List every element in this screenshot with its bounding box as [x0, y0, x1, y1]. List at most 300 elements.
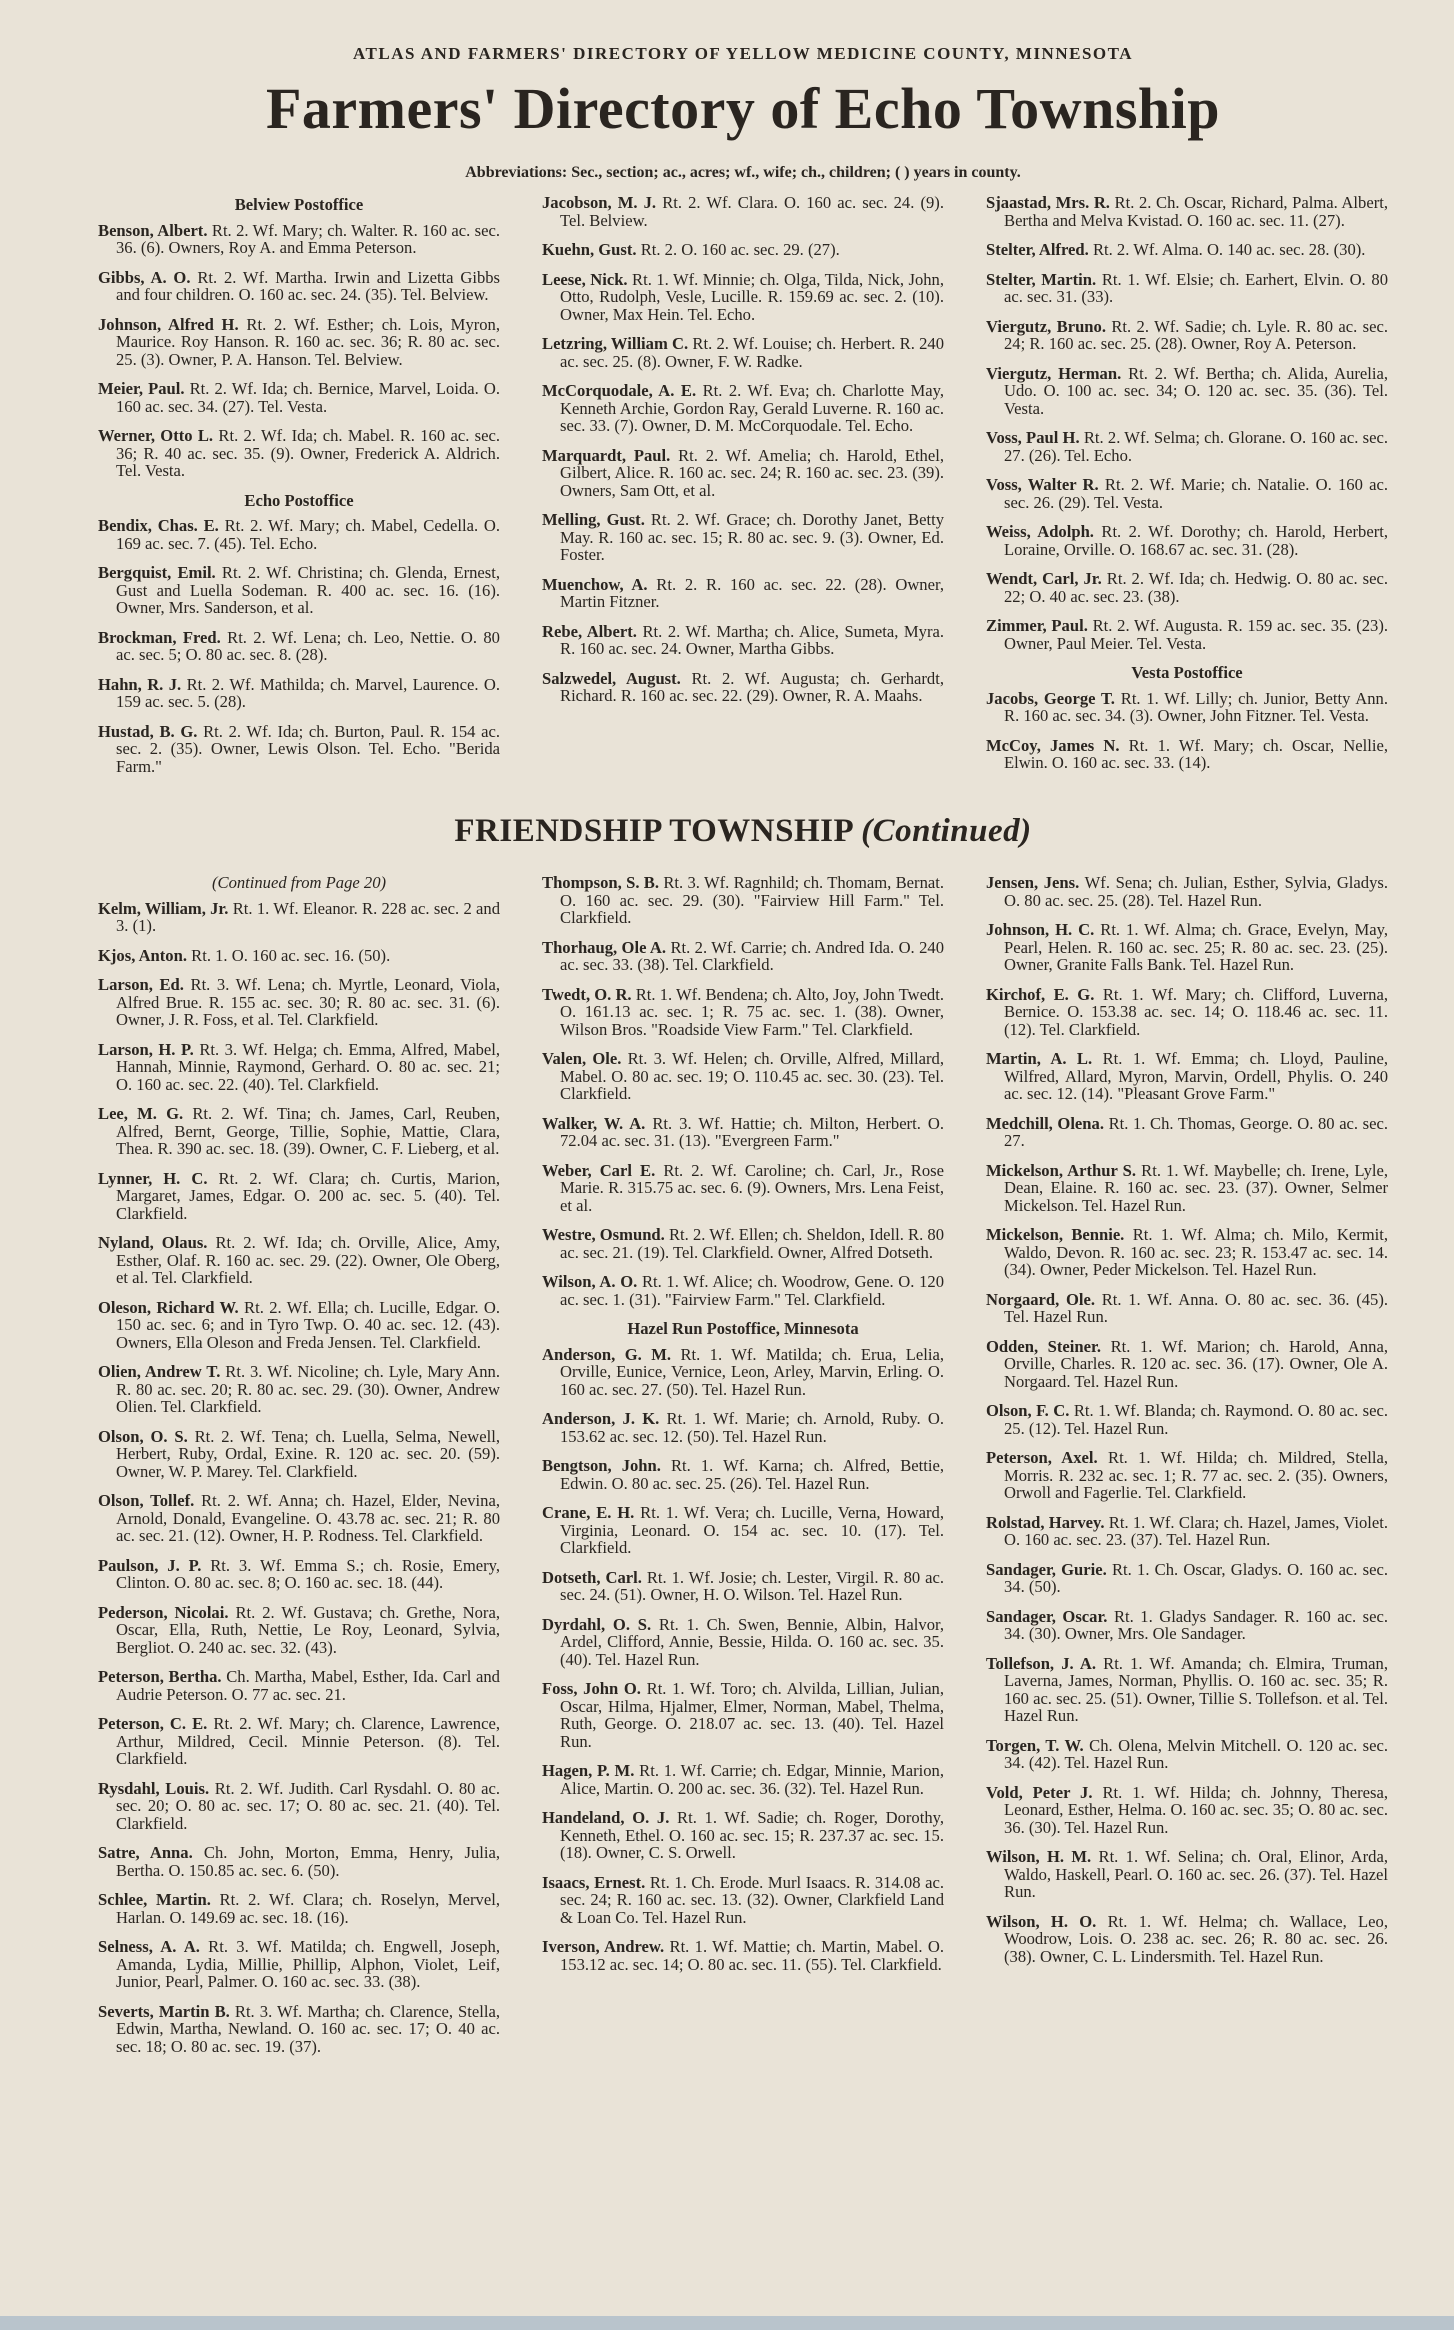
entry-name: Weiss, Adolph. — [986, 522, 1094, 541]
friendship-township-heading — [98, 813, 1388, 850]
entry-name: Odden, Steiner. — [986, 1336, 1101, 1356]
entry-details: Rt. 2. Wf. Alma. O. 140 ac. sec. 28. (30). — [1092, 240, 1366, 259]
friendship-column-1-list — [98, 900, 500, 2056]
entry-name: Westre, Osmund. — [542, 1225, 665, 1244]
friendship-column-1 — [98, 874, 500, 2067]
directory-entry — [98, 629, 500, 664]
entry-details: Rt. 2. Wf. Gustava; ch. Grethe, Nora, Oscar, Ella, Ruth, Nettie, Le Roy, Leonard, Sylvia, Bergliot. O. 240 ac. sec. 32. (43). — [116, 1602, 500, 1657]
entry-name: Johnson, H. C. — [986, 920, 1095, 939]
entry-name: Salzwedel, August. — [542, 668, 681, 688]
entry-name: Hustad, B. G. — [98, 721, 198, 741]
echo-postoffice-list — [98, 517, 500, 775]
entry-name: Gibbs, A. O. — [98, 267, 191, 287]
entry-details: Rt. 1. Wf. Marion; ch. Harold, Anna, Orville, Charles. R. 120 ac. sec. 36. (17). Owner, Ole A. Norgaard. Tel. Hazel Run. — [1004, 1336, 1388, 1391]
entry-details: Rt. 3. Wf. Helga; ch. Emma, Alfred, Mabel, Hannah, Minnie, Raymond, Gerhard. O. 80 ac. sec. 21; O. 160 ac. sec. 22. (40). Tel. Clarkfield. — [116, 1039, 500, 1094]
directory-entry — [542, 1273, 944, 1308]
entry-name: Weber, Carl E. — [542, 1160, 656, 1180]
directory-entry — [986, 1449, 1388, 1502]
entry-name: Rolstad, Harvey. — [986, 1512, 1105, 1532]
entry-name: Leese, Nick. — [542, 269, 628, 289]
entry-name: Peterson, Bertha. — [98, 1667, 222, 1686]
entry-name: Rysdahl, Louis. — [98, 1778, 210, 1798]
directory-entry — [98, 1557, 500, 1592]
directory-entry — [986, 1608, 1388, 1643]
entry-details: Rt. 1. Wf. Josie; ch. Lester, Virgil. R. 80 ac. sec. 24. (51). Owner, H. O. Wilson. Tel. Hazel Run. — [560, 1567, 944, 1604]
entry-name: Dyrdahl, O. S. — [542, 1614, 652, 1634]
directory-entry — [98, 1844, 500, 1879]
directory-entry — [98, 1299, 500, 1352]
entry-details: Rt. 2. Wf. Lena; ch. Leo, Nettie. O. 80 ac. sec. 5; O. 80 ac. sec. 8. (28). — [116, 627, 500, 664]
entry-details: Rt. 2. Wf. Martha. Irwin and Lizetta Gibbs and four children. O. 160 ac. sec. 24. (35). Tel. Belview. — [116, 267, 500, 304]
entry-details: Rt. 1. Wf. Alice; ch. Woodrow, Gene. O. 120 ac. sec. 1. (31). "Fairview Farm." Tel. Clarkfield. — [560, 1272, 945, 1309]
entry-details: Rt. 2. Wf. Clara; ch. Roselyn, Mervel, Harlan. O. 149.69 ac. sec. 18. (16). — [116, 1890, 500, 1927]
friendship-column-3 — [986, 874, 1388, 2067]
directory-entry — [542, 1346, 944, 1399]
echo-column-3 — [986, 194, 1388, 787]
entry-name: Stelter, Alfred. — [986, 240, 1089, 259]
directory-entry — [98, 269, 500, 304]
directory-entry — [986, 1402, 1388, 1437]
directory-entry — [542, 1809, 944, 1862]
entry-name: Foss, John O. — [542, 1679, 641, 1698]
echo-postoffice-heading: Echo Postoffice — [244, 490, 354, 510]
directory-entry — [986, 523, 1388, 558]
directory-entry — [986, 194, 1388, 229]
entry-name: Lynner, H. C. — [98, 1168, 208, 1188]
entry-name: Medchill, Olena. — [986, 1113, 1104, 1133]
entry-name: Hagen, P. M. — [542, 1761, 635, 1780]
directory-entry — [542, 623, 944, 658]
entry-details: Rt. 2. O. 160 ac. sec. 29. (27). — [640, 240, 840, 259]
entry-details: Rt. 1. Wf. Anna. O. 80 ac. sec. 36. (45). Tel. Hazel Run. — [1004, 1289, 1388, 1326]
entry-details: Rt. 1. Wf. Marie; ch. Arnold, Ruby. O. 153.62 ac. sec. 12. (50). Tel. Hazel Run. — [560, 1409, 944, 1446]
directory-entry — [98, 947, 500, 965]
entry-name: Wilson, H. M. — [986, 1847, 1092, 1866]
entry-details: Rt. 2. Wf. Dorothy; ch. Harold, Herbert, Loraine, Orville. O. 168.67 ac. sec. 31. (28). — [1004, 522, 1388, 559]
entry-name: Handeland, O. J. — [542, 1808, 670, 1827]
directory-entry — [542, 335, 944, 370]
entry-name: Martin, A. L. — [986, 1049, 1093, 1068]
directory-entry — [542, 874, 944, 927]
entry-details: Rt. 2. Wf. Augusta; ch. Gerhardt, Richard. R. 160 ac. sec. 22. (29). Owner, R. A. Maahs. — [560, 668, 944, 705]
entry-details: Rt. 2. Wf. Ida; ch. Hedwig. O. 80 ac. sec. 22; O. 40 ac. sec. 23. (38). — [1004, 569, 1388, 606]
directory-entry — [542, 939, 944, 974]
entry-details: Rt. 2. Wf. Anna; ch. Hazel, Elder, Nevina, Arnold, Donald, Evangeline. O. 43.78 ac. sec. 21; R. 80 ac. sec. 21. (12). Owner, H. P. Rodness. Tel. Clarkfield. — [116, 1491, 500, 1545]
entry-details: Ch. Olena, Melvin Mitchell. O. 120 ac. sec. 34. (42). Tel. Hazel Run. — [1004, 1735, 1388, 1772]
entry-details: Rt. 2. Wf. Mary; ch. Clarence, Lawrence, Arthur, Mildred, Cecil. Minnie Peterson. (8). Tel. Clarkfield. — [116, 1714, 500, 1768]
page-title: Farmers' Directory of Echo Township — [265, 76, 1221, 141]
entry-name: Jacobs, George T. — [986, 688, 1115, 708]
entry-details: Rt. 1. Ch. Oscar, Gladys. O. 160 ac. sec. 34. (50). — [1004, 1559, 1388, 1596]
abbreviations-text: Sec., section; ac., acres; wf., wife; ch., children; ( ) years in county. — [571, 164, 1021, 181]
directory-entry — [986, 690, 1388, 725]
entry-details: Rt. 2. Wf. Amelia; ch. Harold, Ethel, Gilbert, Alice. R. 160 ac. sec. 24; R. 160 ac. sec. 23. (39). Owners, Sam Ott, et al. — [560, 445, 944, 500]
friendship-title-main: FRIENDSHIP TOWNSHIP — [454, 813, 853, 849]
vesta-postoffice-heading: Vesta Postoffice — [1131, 663, 1243, 682]
entry-name: Thompson, S. B. — [542, 873, 660, 892]
entry-name: Wilson, H. O. — [986, 1911, 1097, 1931]
directory-entry — [542, 1457, 944, 1492]
continued-note: (Continued from Page 20) — [211, 873, 387, 892]
entry-details: Rt. 2. Wf. Caroline; ch. Carl, Jr., Rose Marie. R. 315.75 ac. sec. 6. (9). Owners, Mrs. Lena Feist, et al. — [560, 1160, 944, 1215]
directory-entry — [98, 2003, 500, 2056]
entry-details: Rt. 1. Ch. Swen, Bennie, Albin, Halvor, Ardel, Clifford, Annie, Bessie, Hilda. O. 160 ac. sec. 35. (40). Tel. Hazel Run. — [560, 1614, 944, 1669]
entry-name: Larson, H. P. — [98, 1039, 194, 1059]
entry-name: Valen, Ole. — [542, 1049, 622, 1068]
entry-details: Rt. 1. Wf. Carrie; ch. Edgar, Minnie, Marion, Alice, Martin. O. 200 ac. sec. 36. (32). Tel. Hazel Run. — [560, 1761, 944, 1798]
entry-name: Kirchof, E. G. — [986, 984, 1095, 1004]
entry-details: Rt. 3. Wf. Ragnhild; ch. Thomam, Bernat. O. 160 ac. sec. 29. (30). "Fairview Hill Farm." Tel. Clarkfield. — [560, 873, 944, 927]
friendship-columns — [98, 874, 1388, 2067]
directory-entry — [542, 670, 944, 705]
directory-entry — [542, 1226, 944, 1261]
entry-details: Rt. 1. Wf. Selina; ch. Oral, Elinor, Arda, Waldo, Haskell, Pearl. O. 160 ac. sec. 26. (37). Tel. Hazel Run. — [1004, 1847, 1388, 1901]
entry-details: Rt. 1. Wf. Karna; ch. Alfred, Bettie, Edwin. O. 80 ac. sec. 25. (26). Tel. Hazel Run. — [560, 1456, 944, 1493]
entry-name: Sjaastad, Mrs. R. — [986, 193, 1110, 212]
directory-entry — [986, 1226, 1388, 1279]
hazel-run-postoffice-heading: Hazel Run Postoffice, Minnesota — [627, 1319, 859, 1338]
entry-details: Rt. 1. Wf. Blanda; ch. Raymond. O. 80 ac. sec. 25. (12). Tel. Hazel Run. — [1004, 1401, 1388, 1438]
entry-name: Crane, E. H. — [542, 1503, 635, 1522]
entry-details: Rt. 2. Wf. Carrie; ch. Andred Ida. O. 240 ac. sec. 33. (38). Tel. Clarkfield. — [560, 937, 944, 974]
entry-details: Rt. 1. Wf. Mattie; ch. Martin, Mabel. O. 153.12 ac. sec. 14; O. 80 ac. sec. 11. (55). Tel. Clarkfield. — [560, 1937, 944, 1974]
entry-name: Sandager, Gurie. — [986, 1559, 1107, 1579]
directory-entry — [98, 1170, 500, 1223]
directory-entry — [542, 447, 944, 500]
directory-entry — [986, 921, 1388, 974]
entry-name: Zimmer, Paul. — [986, 616, 1088, 635]
directory-entry — [98, 1780, 500, 1833]
entry-name: Thorhaug, Ole A. — [542, 937, 667, 957]
entry-details: Rt. 1. O. 160 ac. sec. 16. (50). — [191, 945, 391, 965]
directory-entry — [986, 737, 1388, 772]
entry-details: Rt. 1. Wf. Maybelle; ch. Irene, Lyle, Dean, Elaine. R. 160 ac. sec. 23. (37). Owner, Selmer Mickelson. Tel. Hazel Run. — [1004, 1160, 1388, 1215]
entry-details: Rt. 3. Wf. Martha; ch. Clarence, Stella, Edwin, Martha, Newland. O. 160 ac. sec. 17; O. 40 ac. sec. 18; O. 80 ac. sec. 19. (37). — [116, 2001, 500, 2056]
entry-details: Rt. 1. Wf. Helma; ch. Wallace, Leo, Woodrow, Lois. O. 238 ac. sec. 26; R. 80 ac. sec. 26. (38). Owner, C. L. Lindersmith. Tel. Hazel Run. — [1004, 1911, 1388, 1966]
entry-details: Rt. 2. Wf. Sadie; ch. Lyle. R. 80 ac. sec. 24; R. 160 ac. sec. 25. (28). Owner, Roy A. Peterson. — [1004, 316, 1388, 353]
directory-entry — [98, 1428, 500, 1481]
directory-entry — [986, 874, 1388, 909]
entry-details: Rt. 1. Wf. Sadie; ch. Roger, Dorothy, Kenneth, Ethel. O. 160 ac. sec. 15; R. 237.37 ac. sec. 15. (18). Owner, C. S. Orwell. — [560, 1808, 944, 1862]
entry-details: Rt. 1. Wf. Alma; ch. Grace, Evelyn, May, Pearl, Helen. R. 160 ac. sec. 25; R. 80 ac. sec. 23. (25). Owner, Granite Falls Bank. Tel. Hazel Run. — [1004, 920, 1389, 974]
entry-name: Walker, W. A. — [542, 1113, 646, 1133]
echo-column-2-list — [542, 194, 944, 705]
directory-entry — [98, 1363, 500, 1416]
entry-name: Bendix, Chas. E. — [98, 516, 219, 535]
entry-name: Mickelson, Bennie. — [986, 1225, 1125, 1244]
entry-name: Schlee, Martin. — [98, 1890, 211, 1909]
entry-details: Rt. 2. Wf. Ella; ch. Lucille, Edgar. O. 150 ac. sec. 6; and in Tyro Twp. O. 40 ac. sec. 12. (43). Owners, Ella Oleson and Freda Jensen. Tel. Clarkfield. — [116, 1297, 500, 1352]
entry-details: Rt. 2. Ch. Oscar, Richard, Palma. Albert, Bertha and Melva Kvistad. O. 160 ac. sec. 11. (27). — [1004, 193, 1388, 230]
directory-entry — [542, 1115, 944, 1150]
entry-name: Dotseth, Carl. — [542, 1567, 642, 1587]
entry-name: Satre, Anna. — [98, 1843, 193, 1862]
directory-entry — [986, 1784, 1388, 1837]
entry-name: Iverson, Andrew. — [542, 1937, 665, 1956]
directory-entry — [986, 241, 1388, 259]
directory-entry — [98, 564, 500, 617]
directory-entry — [98, 316, 500, 369]
entry-details: Rt. 1. Wf. Bendena; ch. Alto, Joy, John Twedt. O. 161.13 ac. sec. 1; R. 75 ac. sec. 1. (38). Owner, Wilson Bros. "Roadside View Farm." Tel. Clarkfield. — [560, 984, 944, 1039]
directory-entry — [98, 1715, 500, 1768]
entry-details: Rt. 2. Wf. Tina; ch. James, Carl, Reuben, Alfred, Bernt, George, Tillie, Sophie, Mattie, Clara, Thea. R. 390 ac. sec. 18. (39). Owner, C. F. Lieberg, et al. — [116, 1104, 500, 1158]
entry-name: Olson, F. C. — [986, 1401, 1070, 1420]
entry-details: Wf. Sena; ch. Julian, Esther, Sylvia, Gladys. O. 80 ac. sec. 25. (28). Tel. Hazel Run. — [1004, 873, 1388, 910]
echo-columns — [98, 194, 1388, 787]
entry-details: Rt. 1. Wf. Vera; ch. Lucille, Verna, Howard, Virginia, Leonard. O. 154 ac. sec. 10. (17). Tel. Clarkfield. — [560, 1503, 944, 1557]
entry-name: Jacobson, M. J. — [542, 193, 657, 212]
directory-entry — [542, 986, 944, 1039]
entry-details: Rt. 2. Wf. Clara; ch. Curtis, Marion, Margaret, James, Edgar. O. 200 ac. sec. 5. (40). Tel. Clarkfield. — [116, 1168, 500, 1223]
directory-entry — [986, 318, 1388, 353]
directory-entry — [542, 1616, 944, 1669]
abbreviations-label: Abbreviations: — [465, 164, 568, 181]
directory-entry — [986, 1848, 1388, 1901]
directory-entry — [986, 429, 1388, 464]
entry-details: Rt. 3. Wf. Emma S.; ch. Rosie, Emery, Clinton. O. 80 ac. sec. 8; O. 160 ac. sec. 18. (44). — [116, 1555, 500, 1592]
entry-details: Rt. 2. Wf. Judith. Carl Rysdahl. O. 80 ac. sec. 20; O. 80 ac. sec. 17; O. 80 ac. sec. 21. (40). Tel. Clarkfield. — [116, 1778, 500, 1833]
directory-entry — [542, 1680, 944, 1750]
entry-details: Rt. 2. Wf. Ida; ch. Burton, Paul. R. 154 ac. sec. 2. (35). Owner, Lewis Olson. Tel. Echo. "Berida Farm." — [116, 721, 500, 776]
directory-entry — [542, 271, 944, 324]
entry-details: Rt. 1. Wf. Minnie; ch. Olga, Tilda, Nick, John, Otto, Rudolph, Vesle, Lucille. R. 159.69 ac. sec. 2. (10). Owner, Max Hein. Tel. Echo. — [560, 269, 944, 324]
directory-entry — [98, 1891, 500, 1926]
entry-details: Rt. 1. Wf. Amanda; ch. Elmira, Truman, Laverna, James, Norman, Phyllis. O. 160 ac. sec. 35; R. 160 ac. sec. 25. (51). Owner, Tillie S. Tollefson. et al. Tel. Hazel Run. — [1004, 1653, 1388, 1725]
entry-details: Rt. 1. Wf. Clara; ch. Hazel, James, Violet. O. 160 ac. sec. 23. (37). Tel. Hazel Run. — [1004, 1512, 1388, 1549]
entry-name: Wilson, A. O. — [542, 1272, 638, 1291]
entry-name: Viergutz, Herman. — [986, 363, 1122, 383]
entry-details: Rt. 2. Wf. Ida; ch. Orville, Alice, Amy, Esther, Olaf. R. 160 ac. sec. 29. (22). Owner, Ole Oberg, et al. Tel. Clarkfield. — [116, 1233, 500, 1287]
directory-entry — [986, 1561, 1388, 1596]
entry-name: Olson, Tollef. — [98, 1491, 195, 1510]
entry-name: Twedt, O. R. — [542, 984, 632, 1004]
directory-entry — [98, 1234, 500, 1287]
entry-details: Rt. 1. Wf. Emma; ch. Lloyd, Pauline, Wilfred, Allard, Myron, Marvin, Ordell, Phylis. O. 240 ac. sec. 12. (14). "Pleasant Grove Farm." — [1004, 1049, 1388, 1103]
friendship-column-2 — [542, 874, 944, 2067]
echo-column-2 — [542, 194, 944, 787]
entry-name: Pederson, Nicolai. — [98, 1602, 229, 1622]
running-head: ATLAS AND FARMERS' DIRECTORY OF YELLOW MEDICINE COUNTY, MINNESOTA — [353, 44, 1133, 63]
entry-name: Jensen, Jens. — [986, 873, 1080, 892]
entry-name: Bergquist, Emil. — [98, 563, 216, 582]
belview-list — [98, 222, 500, 480]
directory-entry — [542, 1762, 944, 1797]
directory-entry — [98, 222, 500, 257]
entry-details: Rt. 2. Wf. Grace; ch. Dorothy Janet, Betty May. R. 160 ac. sec. 15; R. 80 ac. sec. 9. (3). Owner, Ed. Foster. — [560, 510, 944, 564]
entry-name: Olson, O. S. — [98, 1426, 188, 1446]
entry-name: Peterson, Axel. — [986, 1448, 1098, 1467]
entry-name: Werner, Otto L. — [98, 426, 214, 445]
directory-entry — [98, 900, 500, 935]
directory-entry — [986, 1115, 1388, 1150]
entry-name: Letzring, William C. — [542, 334, 689, 353]
directory-entry — [542, 1050, 944, 1103]
entry-details: Rt. 1. Ch. Erode. Murl Isaacs. R. 314.08 ac. sec. 24; R. 160 ac. sec. 13. (32). Owner, Clarkfield Land & Loan Co. Tel. Hazel Run. — [560, 1872, 944, 1927]
directory-entry — [98, 517, 500, 552]
directory-entry — [986, 1050, 1388, 1103]
directory-entry — [542, 194, 944, 229]
entry-details: Rt. 2. Wf. Marie; ch. Natalie. O. 160 ac. sec. 26. (29). Tel. Vesta. — [1004, 475, 1389, 512]
entry-name: Bengtson, John. — [542, 1456, 661, 1475]
entry-details: Rt. 2. Wf. Augusta. R. 159 ac. sec. 35. (23). Owner, Paul Meier. Tel. Vesta. — [1004, 616, 1388, 653]
entry-name: Stelter, Martin. — [986, 269, 1097, 289]
entry-name: Selness, A. A. — [98, 1937, 200, 1956]
entry-name: Voss, Walter R. — [986, 475, 1099, 494]
entry-details: Rt. 1. Wf. Mary; ch. Clifford, Luverna, Bernice. O. 153.38 ac. sec. 14; O. 118.46 ac. sec. 11. (12). Tel. Clarkfield. — [1004, 984, 1388, 1039]
entry-details: Rt. 1. Wf. Toro; ch. Alvilda, Lillian, Julian, Oscar, Hilma, Hjalmer, Elmer, Norman, Mabel, Thelma, Ruth, George. O. 218.07 ac. sec. 13. (40). Tel. Hazel Run. — [560, 1679, 944, 1751]
directory-entry — [98, 380, 500, 415]
directory-entry — [542, 1410, 944, 1445]
entry-details: Rt. 1. Gladys Sandager. R. 160 ac. sec. 34. (30). Owner, Mrs. Ole Sandager. — [1004, 1606, 1388, 1643]
directory-entry — [986, 1514, 1388, 1549]
directory-entry — [542, 1504, 944, 1557]
entry-name: McCoy, James N. — [986, 735, 1120, 755]
entry-name: Johnson, Alfred H. — [98, 314, 239, 334]
directory-entry — [98, 1938, 500, 1991]
directory-entry — [542, 1938, 944, 1973]
entry-name: Kjos, Anton. — [98, 945, 187, 965]
entry-name: Marquardt, Paul. — [542, 445, 671, 465]
entry-details: Rt. 1. Wf. Mary; ch. Oscar, Nellie, Elwin. O. 160 ac. sec. 33. (14). — [1004, 735, 1388, 772]
entry-name: Muenchow, A. — [542, 574, 648, 594]
directory-entry — [986, 1162, 1388, 1215]
directory-entry — [98, 427, 500, 480]
entry-details: Ch. Martha, Mabel, Esther, Ida. Carl and Audrie Peterson. O. 77 ac. sec. 21. — [116, 1667, 500, 1704]
entry-name: Severts, Martin B. — [98, 2001, 230, 2021]
directory-entry — [986, 1338, 1388, 1391]
directory-entry — [542, 511, 944, 564]
entry-name: Melling, Gust. — [542, 510, 645, 529]
entry-name: Wendt, Carl, Jr. — [986, 569, 1102, 588]
directory-entry — [98, 1041, 500, 1094]
entry-name: Larson, Ed. — [98, 975, 184, 994]
entry-details: Rt. 2. Wf. Martha; ch. Alice, Sumeta, Myra. R. 160 ac. sec. 24. Owner, Martha Gibbs. — [560, 621, 944, 658]
directory-entry — [542, 1874, 944, 1927]
entry-name: Mickelson, Arthur S. — [986, 1160, 1137, 1180]
entry-details: Rt. 3. Wf. Hattie; ch. Milton, Herbert. O. 72.04 ac. sec. 31. (13). "Evergreen Farm." — [560, 1113, 944, 1150]
directory-entry — [98, 1492, 500, 1545]
entry-name: Vold, Peter J. — [986, 1782, 1093, 1802]
entry-details: Rt. 2. Wf. Tena; ch. Luella, Selma, Newell, Herbert, Ruby, Ordal, Exine. R. 120 ac. sec. 20. (59). Owner, W. P. Marey. Tel. Clarkfield. — [116, 1426, 500, 1481]
directory-entry — [98, 976, 500, 1029]
entry-details: Rt. 2. Wf. Eva; ch. Charlotte May, Kenneth Archie, Gordon Ray, Gerald Luverne. R. 160 ac. sec. 33. (7). Owner, D. M. McCorquodale. Tel. Echo. — [560, 381, 944, 435]
directory-entry — [542, 1162, 944, 1215]
entry-name: Kuehn, Gust. — [542, 240, 637, 259]
directory-entry — [542, 241, 944, 259]
directory-entry — [986, 570, 1388, 605]
entry-name: McCorquodale, A. E. — [542, 381, 697, 400]
entry-name: Hahn, R. J. — [98, 674, 182, 694]
entry-details: Rt. 1. Wf. Hilda; ch. Johnny, Theresa, Leonard, Esther, Helma. O. 160 ac. sec. 35; O. 80 ac. sec. 36. (30). Tel. Hazel Run. — [1004, 1782, 1388, 1837]
entry-name: Lee, M. G. — [98, 1104, 184, 1123]
entry-name: Norgaard, Ole. — [986, 1289, 1096, 1309]
entry-details: Rt. 2. Wf. Louise; ch. Herbert. R. 240 ac. sec. 25. (8). Owner, F. W. Radke. — [560, 334, 944, 371]
entry-name: Oleson, Richard W. — [98, 1297, 239, 1317]
entry-details: Rt. 3. Wf. Matilda; ch. Engwell, Joseph, Amanda, Lydia, Millie, Phillip, Alphon, Violet, Leif, Junior, Pearl, Palmer. O. 160 ac. sec. 33. (38). — [116, 1937, 501, 1991]
vesta-list — [986, 690, 1388, 772]
belview-postoffice-heading: Belview Postoffice — [234, 195, 364, 214]
entry-details: Rt. 2. Wf. Ida; ch. Bernice, Marvel, Loida. O. 160 ac. sec. 34. (27). Tel. Vesta. — [116, 379, 500, 416]
entry-details: Rt. 1. Wf. Matilda; ch. Erua, Lelia, Orville, Eunice, Vernice, Leon, Arley, Marvin, Erling. O. 160 ac. sec. 27. (50). Tel. Hazel Run. — [560, 1344, 944, 1399]
abbreviations-line — [98, 164, 1388, 182]
directory-entry — [986, 476, 1388, 511]
directory-entry — [98, 1668, 500, 1703]
directory-entry — [98, 1604, 500, 1657]
entry-name: Torgen, T. W. — [986, 1735, 1084, 1755]
entry-details: Rt. 2. Wf. Mary; ch. Mabel, Cedella. O. 169 ac. sec. 7. (45). Tel. Echo. — [116, 516, 501, 553]
entry-name: Anderson, G. M. — [542, 1344, 672, 1364]
directory-entry — [542, 1569, 944, 1604]
entry-details: Rt. 2. Wf. Selma; ch. Glorane. O. 160 ac. sec. 27. (26). Tel. Echo. — [1004, 428, 1388, 465]
friendship-column-3-list — [986, 874, 1388, 1965]
entry-details: Rt. 2. Wf. Bertha; ch. Alida, Aurelia, Udo. O. 100 ac. sec. 34; O. 120 ac. sec. 35. (36). Tel. Vesta. — [1004, 363, 1388, 418]
entry-details: Rt. 1. Wf. Eleanor. R. 228 ac. sec. 2 and 3. (1). — [116, 898, 500, 935]
entry-name: Meier, Paul. — [98, 379, 185, 398]
entry-name: Nyland, Olaus. — [98, 1233, 208, 1252]
directory-entry — [98, 1105, 500, 1158]
directory-entry — [986, 271, 1388, 306]
directory-entry — [542, 382, 944, 435]
friendship-title-continued: (Continued) — [861, 813, 1032, 849]
entry-details: Rt. 1. Wf. Lilly; ch. Junior, Betty Ann. R. 160 ac. sec. 34. (3). Owner, John Fitzner. Tel. Vesta. — [1004, 688, 1388, 725]
entry-name: Sandager, Oscar. — [986, 1606, 1108, 1626]
entry-details: Rt. 1. Ch. Thomas, George. O. 80 ac. sec. 27. — [1004, 1113, 1388, 1150]
entry-details: Rt. 3. Wf. Nicoline; ch. Lyle, Mary Ann. R. 80 ac. sec. 20; R. 80 ac. sec. 29. (30). Owner, Andrew Olien. Tel. Clarkfield. — [116, 1362, 500, 1416]
entry-details: Ch. John, Morton, Emma, Henry, Julia, Bertha. O. 150.85 ac. sec. 6. (50). — [116, 1843, 500, 1880]
entry-name: Olien, Andrew T. — [98, 1362, 221, 1381]
friendship-column-2-list — [542, 874, 944, 1308]
entry-details: Rt. 2. Wf. Ellen; ch. Sheldon, Idell. R. 80 ac. sec. 21. (19). Tel. Clarkfield. Owner, Alfred Dotseth. — [560, 1225, 945, 1262]
entry-name: Paulson, J. P. — [98, 1555, 202, 1575]
entry-details: Rt. 2. Wf. Christina; ch. Glenda, Ernest, Gust and Luella Sodeman. R. 400 ac. sec. 16. (16). Owner, Mrs. Sanderson, et al. — [116, 563, 500, 617]
hazel-run-list — [542, 1346, 944, 1974]
entry-name: Peterson, C. E. — [98, 1714, 208, 1733]
directory-entry — [986, 986, 1388, 1039]
directory-entry — [98, 676, 500, 711]
directory-entry — [986, 1291, 1388, 1326]
entry-details: Rt. 2. Wf. Mathilda; ch. Marvel, Laurence. O. 159 ac. sec. 5. (28). — [116, 674, 500, 711]
echo-column-1 — [98, 194, 500, 787]
entry-name: Viergutz, Bruno. — [986, 316, 1106, 336]
entry-details: Rt. 1. Wf. Elsie; ch. Earhert, Elvin. O. 80 ac. sec. 31. (33). — [1004, 269, 1388, 306]
entry-details: Rt. 2. Wf. Clara. O. 160 ac. sec. 24. (9). Tel. Belview. — [560, 193, 944, 230]
echo-column-3-list — [986, 194, 1388, 652]
entry-name: Rebe, Albert. — [542, 621, 637, 641]
scan-edge-band — [0, 2316, 1454, 2330]
entry-details: Rt. 2. Wf. Mary; ch. Walter. R. 160 ac. sec. 36. (6). Owners, Roy A. and Emma Peterson. — [116, 220, 500, 257]
directory-entry — [542, 576, 944, 611]
entry-details: Rt. 2. Wf. Esther; ch. Lois, Myron, Maurice. Roy Hanson. R. 160 ac. sec. 36; R. 80 ac. sec. 25. (3). Owner, P. A. Hanson. Tel. Belview. — [116, 314, 501, 369]
directory-entry — [986, 617, 1388, 652]
entry-name: Tollefson, J. A. — [986, 1653, 1096, 1673]
entry-details: Rt. 2. Wf. Ida; ch. Mabel. R. 160 ac. sec. 36; R. 40 ac. sec. 35. (9). Owner, Frederick A. Aldrich. Tel. Vesta. — [116, 426, 500, 480]
entry-name: Isaacs, Ernest. — [542, 1872, 646, 1892]
entry-name: Voss, Paul H. — [986, 428, 1080, 447]
entry-details: Rt. 2. R. 160 ac. sec. 22. (28). Owner, Martin Fitzner. — [560, 574, 944, 611]
directory-entry — [986, 365, 1388, 418]
directory-entry — [986, 1913, 1388, 1966]
entry-name: Benson, Albert. — [98, 220, 208, 240]
entry-name: Kelm, William, Jr. — [98, 898, 229, 918]
directory-entry — [986, 1655, 1388, 1725]
directory-entry — [986, 1737, 1388, 1772]
entry-name: Anderson, J. K. — [542, 1409, 660, 1428]
directory-entry — [98, 723, 500, 776]
entry-details: Rt. 1. Wf. Hilda; ch. Mildred, Stella, Morris. R. 232 ac. sec. 1; R. 77 ac. sec. 2. (35). Owners, Orwoll and Fagerlie. Tel. Clarkfield. — [1004, 1448, 1388, 1502]
entry-details: Rt. 1. Wf. Alma; ch. Milo, Kermit, Waldo, Devon. R. 160 ac. sec. 23; R. 153.47 ac. sec. 14. (34). Owner, Peder Mickelson. Tel. Hazel Run. — [1004, 1225, 1388, 1279]
entry-name: Brockman, Fred. — [98, 627, 221, 647]
entry-details: Rt. 3. Wf. Helen; ch. Orville, Alfred, Millard, Mabel. O. 80 ac. sec. 19; O. 110.45 ac. sec. 30. (23). Tel. Clarkfield. — [560, 1049, 944, 1103]
